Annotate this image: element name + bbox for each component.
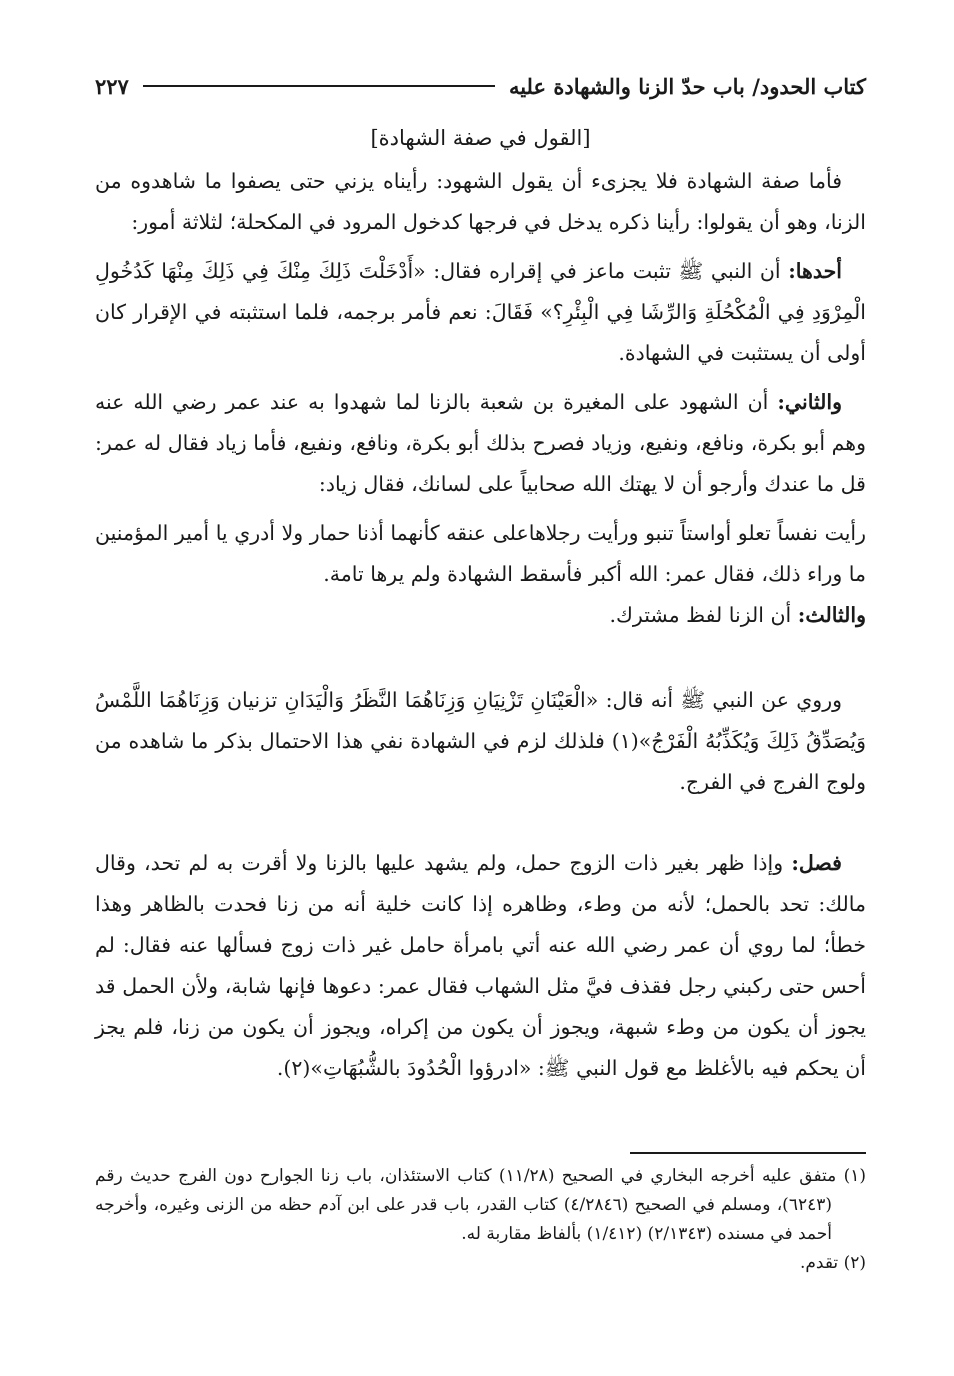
footnote-2: (٢) تقدم. bbox=[799, 1253, 866, 1273]
paragraph-first-reason bbox=[95, 251, 866, 374]
section-title: [القول في صفة الشهادة] bbox=[370, 126, 591, 150]
paragraph-second-reason bbox=[95, 382, 866, 505]
paragraph-intro: فأما صفة الشهادة فلا يجزىء أن يقول الشهود: رأيناه يزني حتى يصفوا ما شاهدوه من الزنا، وهو أن يقولوا: رأينا ذكره يدخل في فرجها كدخول المرود في المكحلة؛ لثلاثة أمور: bbox=[95, 169, 866, 234]
running-header bbox=[95, 68, 866, 104]
main-text bbox=[95, 118, 866, 1089]
fasl-text: وإذا ظهر بغير ذات الزوج حمل، ولم يشهد عليها بالزنا ولا أقرت به لم تحد، وقال مالك: تحد بالحمل؛ لأنه من وطء، وظاهره إذا كانت خلية أنه من زنا فحدت بالظاهر وهذا خطأ؛ لما روي أن عمر رضي الله عنه أتي بامرأة حامل غير ذات زوج فسألها عنه فقال: لم أحس حتى ركبني رجل فقذف فيَّ مثل الشهاب فقال عمر: دعوها فإنها شابة، ولأن الحمل قد يجوز أن يكون من وطء شبهة، ويجوز أن يكون من إكراه، ويجوز أن يكون من زنا، فلم يجز أن يحكم فيه بالأغلظ مع قول النبي ﷺ: «ادرؤوا الْحُدُودَ بالشُّبُهَاتِ»(٢). bbox=[95, 851, 866, 1080]
paragraph-ziyad-testimony: رأيت نفساً تعلو أواستاً تنبو ورأيت رجلاهاعلى عنقه كأنهما أذنا حمار ولا أدري يا أمير المؤمنين ما وراء ذلك، فقال عمر: الله أكبر فأسقط الشهادة ولم يرها تامة. bbox=[95, 521, 866, 586]
paragraph-fasl bbox=[95, 843, 866, 1089]
footnote-1: (١) متفق عليه أخرجه البخاري في الصحيح (١١/٢٨) كتاب الاستئذان، باب زنا الجوارح دون الفرج حديث رقم (٦٢٤٣)، ومسلم في الصحيح (٤/٢٨٤٦) كتاب القدر، باب قدر على ابن آدم حظه من الزنى وغيره، وأخرجه أحمد في مسنده (٢/١٣٤٣) (١/٤١٢) بألفاظ مقاربة له. bbox=[95, 1166, 866, 1244]
second-reason-text: أن الشهود على المغيرة بن شعبة بالزنا لما شهدوا به عند عمر رضي الله عنه وهم أبو بكرة، ونافع، ونفيع، وزياد فصرح بذلك أبو بكرة، ونافع، ونفيع، فأما زياد فقال له عمر: قل ما عندك وأرجو أن لا يهتك الله صحابياً على لسانك، فقال زياد: bbox=[95, 390, 866, 496]
first-reason-label: أحدها: bbox=[788, 259, 842, 283]
first-reason-text: أن النبي ﷺ تثبت ماعز في إقراره فقال: «أَدْخَلْتَ ذَلِكَ مِنْكَ فِي ذَلِكَ مِنْهَا كَدُخُولِ الْمِرْوَدِ فِي الْمُكْحُلَةِ وَالرِّشَا فِي الْبِئْرِ؟» فَقَالَ: نعم فأمر برجمه، فلما استثبته في الإقرار كان أولى أن يستثبت في الشهادة. bbox=[95, 259, 866, 365]
footnotes bbox=[95, 1162, 866, 1278]
page-number: ٢٢٧ bbox=[95, 73, 129, 99]
third-reason-text: أن الزنا لفظ مشترك. bbox=[609, 603, 792, 627]
footnote-separator bbox=[630, 1152, 866, 1154]
paragraph-third-reason bbox=[95, 595, 866, 636]
fasl-label: فصل: bbox=[791, 851, 842, 875]
header-rule bbox=[143, 85, 495, 87]
header-title: كتاب الحدود/ باب حدّ الزنا والشهادة عليه bbox=[508, 73, 866, 99]
paragraph-hadith: وروي عن النبي ﷺ أنه قال: «الْعَيْنَانِ تَزْنِيَانِ وَزِنَاهُمَا النَّظَرُ وَالْيَدَانِ تزنيان وَزِنَاهُمَا اللَّمْسُ وَيُصَدِّقُ ذَلِكَ وَيُكَذِّبُهُ الْفَرْجُ»(١) فلذلك لزم في الشهادة نفي هذا الاحتمال بذكر ما شاهده من ولوج الفرج في الفرج. bbox=[95, 688, 867, 794]
second-reason-label: والثاني: bbox=[777, 390, 842, 414]
third-reason-label: والثالث: bbox=[797, 603, 866, 627]
